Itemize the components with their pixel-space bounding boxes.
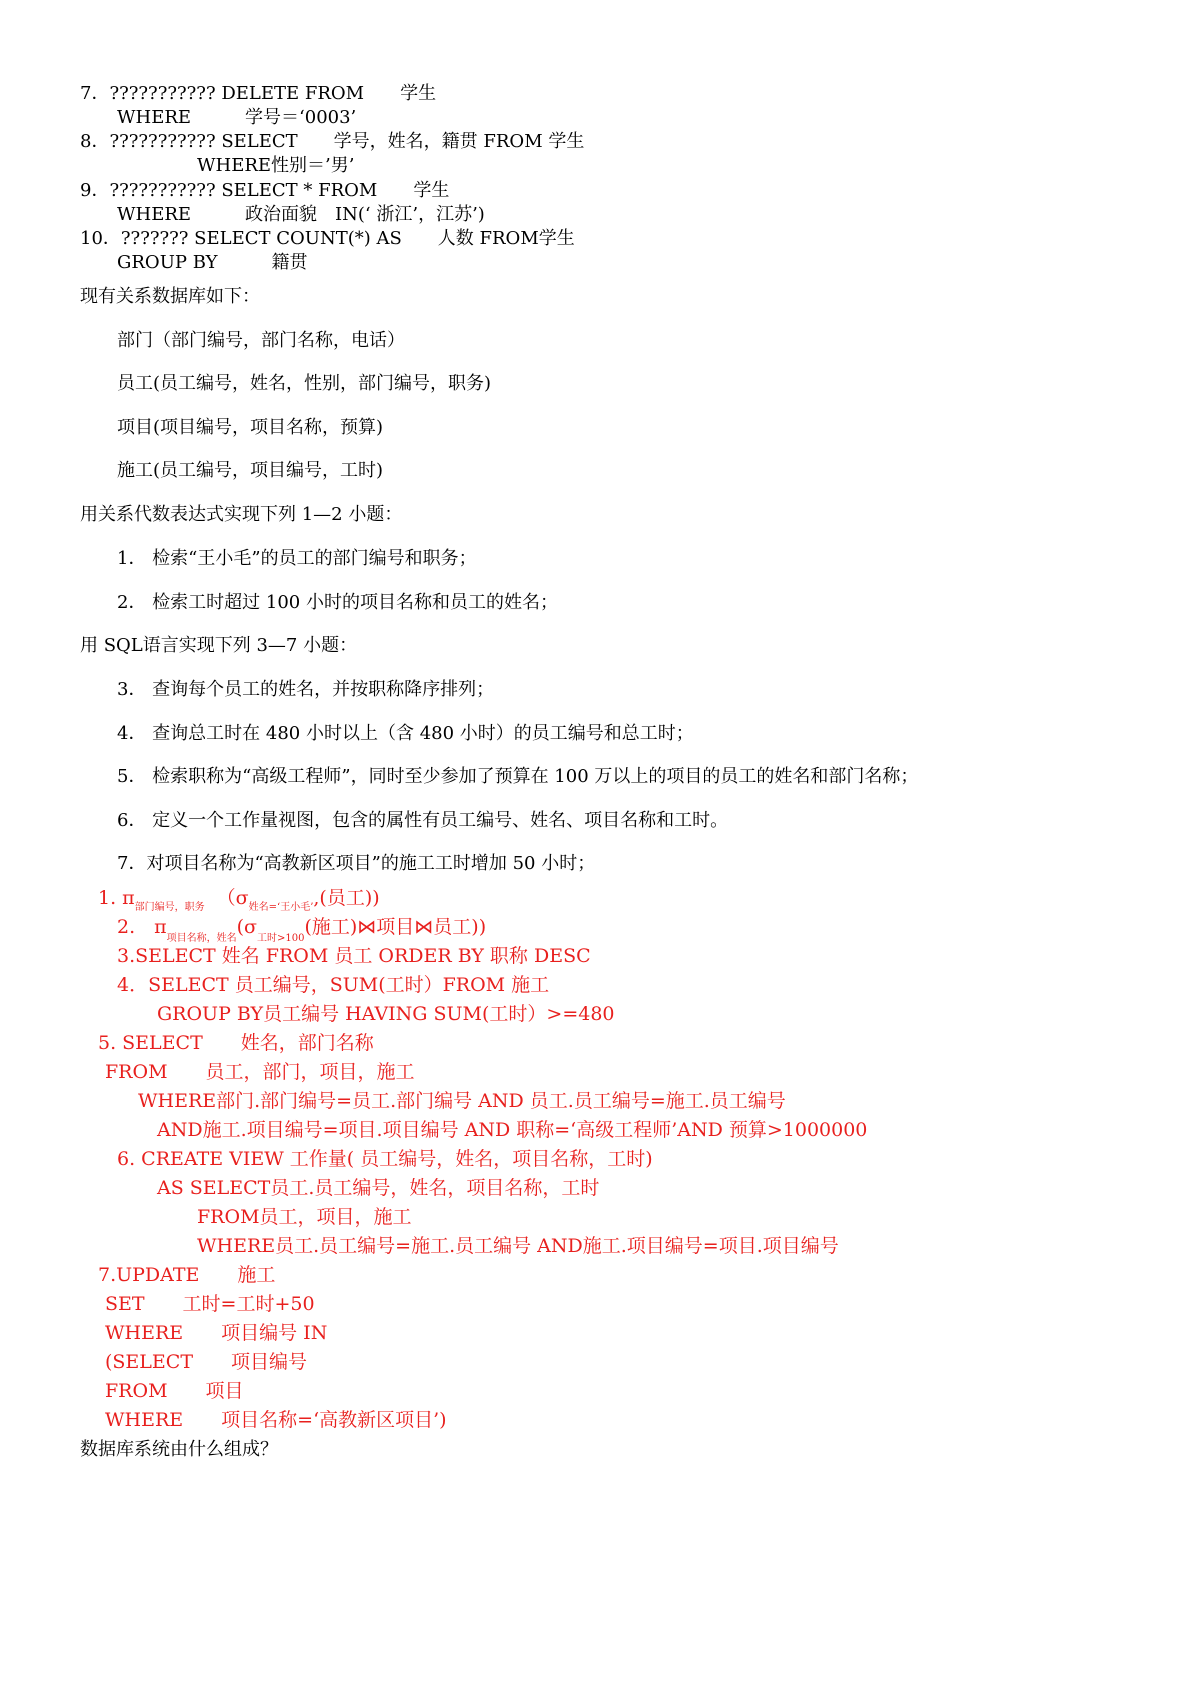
- schema-table-project: 项目(项目编号，项目名称，预算): [117, 417, 384, 438]
- answer-1-condition: 姓名=‘王小毛’: [248, 902, 314, 913]
- question-5: 5． 检索职称为“高级工程师”，同时至少参加了预算在 100 万以上的项目的员工的姓名和部门名称；: [117, 766, 919, 787]
- sql-q9-line1: 9．??????????? SELECT * FROM 学生: [80, 180, 450, 201]
- sql-q10-line1: 10．??????? SELECT COUNT(*) AS 人数 FROM学生: [80, 228, 575, 249]
- question-2: 2． 检索工时超过 100 小时的项目名称和员工的姓名；: [117, 592, 558, 613]
- answer-2-sigma: (σ: [236, 916, 258, 938]
- question-6: 6． 定义一个工作量视图，包含的属性有员工编号、姓名、项目名称和工时。: [117, 810, 729, 831]
- sql-q9-line2: WHERE 政治面貌 IN(‘ 浙江’，江苏’): [117, 204, 485, 225]
- algebra-intro: 用关系代数表达式实现下列 1—2 小题：: [80, 504, 403, 525]
- answer-2: [117, 915, 486, 943]
- answer-5-line4: AND施工.项目编号=项目.项目编号 AND 职称=‘高级工程师’AND 预算>1000000: [157, 1119, 868, 1141]
- question-3: 3． 查询每个员工的姓名，并按职称降序排列；: [117, 679, 495, 700]
- footer-question: 数据库系统由什么组成？: [80, 1439, 278, 1460]
- sql-q8-line2: WHERE性别＝’男’: [197, 155, 355, 176]
- schema-table-employee: 员工(员工编号，姓名，性别，部门编号，职务): [117, 373, 492, 394]
- answer-2-projection: 项目名称，姓名: [166, 933, 237, 944]
- question-1: 1． 检索“王小毛”的员工的部门编号和职务；: [117, 548, 477, 569]
- answer-6-line3: FROM员工，项目，施工: [197, 1206, 412, 1228]
- answer-3: 3.SELECT 姓名 FROM 员工 ORDER BY 职称 DESC: [117, 945, 591, 967]
- answer-7-line4: (SELECT 项目编号: [105, 1351, 307, 1373]
- answer-2-rest: (施工)⋈项目⋈员工)): [304, 916, 487, 938]
- answer-5-line1: 5. SELECT 姓名，部门名称: [98, 1032, 374, 1054]
- answer-1-sigma: （σ: [216, 887, 249, 909]
- schema-table-construction: 施工(员工编号，项目编号，工时): [117, 460, 384, 481]
- answer-7-line5: FROM 项目: [105, 1380, 244, 1402]
- schema-table-dept: 部门（部门编号，部门名称，电话）: [117, 330, 405, 351]
- sql-q7-line2: WHERE 学号＝‘0003’: [117, 107, 357, 128]
- answer-7-line3: WHERE 项目编号 IN: [105, 1322, 328, 1344]
- answer-4-line2: GROUP BY员工编号 HAVING SUM(工时）>=480: [157, 1003, 615, 1025]
- answer-7-line1: 7.UPDATE 施工: [98, 1264, 276, 1286]
- answer-7-line2: SET 工时=工时+50: [105, 1293, 315, 1315]
- sql-q8-line1: 8．??????????? SELECT 学号，姓名，籍贯 FROM 学生: [80, 131, 585, 152]
- answer-1: [98, 886, 380, 914]
- sql-q7-line1: 7．??????????? DELETE FROM 学生: [80, 83, 437, 104]
- answer-1-projection: 部门编号，职务: [134, 902, 205, 913]
- question-7: 7．对项目名称为“高教新区项目”的施工工时增加 50 小时；: [117, 853, 596, 874]
- answer-6-line4: WHERE员工.员工编号=施工.员工编号 AND施工.项目编号=项目.项目编号: [197, 1235, 839, 1257]
- sql-q10-line2: GROUP BY 籍贯: [117, 252, 308, 273]
- answer-1-pi: 1. π: [98, 887, 135, 909]
- answer-6-line1: 6. CREATE VIEW 工作量( 员工编号，姓名，项目名称，工时): [117, 1148, 653, 1170]
- answer-2-pi: 2. π: [117, 916, 167, 938]
- sql-intro: 用 SQL语言实现下列 3—7 小题：: [80, 635, 358, 656]
- answer-5-line2: FROM 员工，部门，项目，施工: [105, 1061, 415, 1083]
- answer-2-condition: 工时>100: [257, 933, 305, 944]
- answer-6-line2: AS SELECT员工.员工编号，姓名，项目名称，工时: [157, 1177, 600, 1199]
- answer-5-line3: WHERE部门.部门编号=员工.部门编号 AND 员工.员工编号=施工.员工编号: [138, 1090, 786, 1112]
- question-4: 4． 查询总工时在 480 小时以上（含 480 小时）的员工编号和总工时；: [117, 723, 694, 744]
- answer-7-line6: WHERE 项目名称=‘高教新区项目’): [105, 1409, 447, 1431]
- schema-intro: 现有关系数据库如下：: [80, 286, 260, 307]
- answer-1-rest: ,(员工)): [313, 887, 380, 909]
- answer-4-line1: 4．SELECT 员工编号，SUM(工时）FROM 施工: [117, 974, 550, 996]
